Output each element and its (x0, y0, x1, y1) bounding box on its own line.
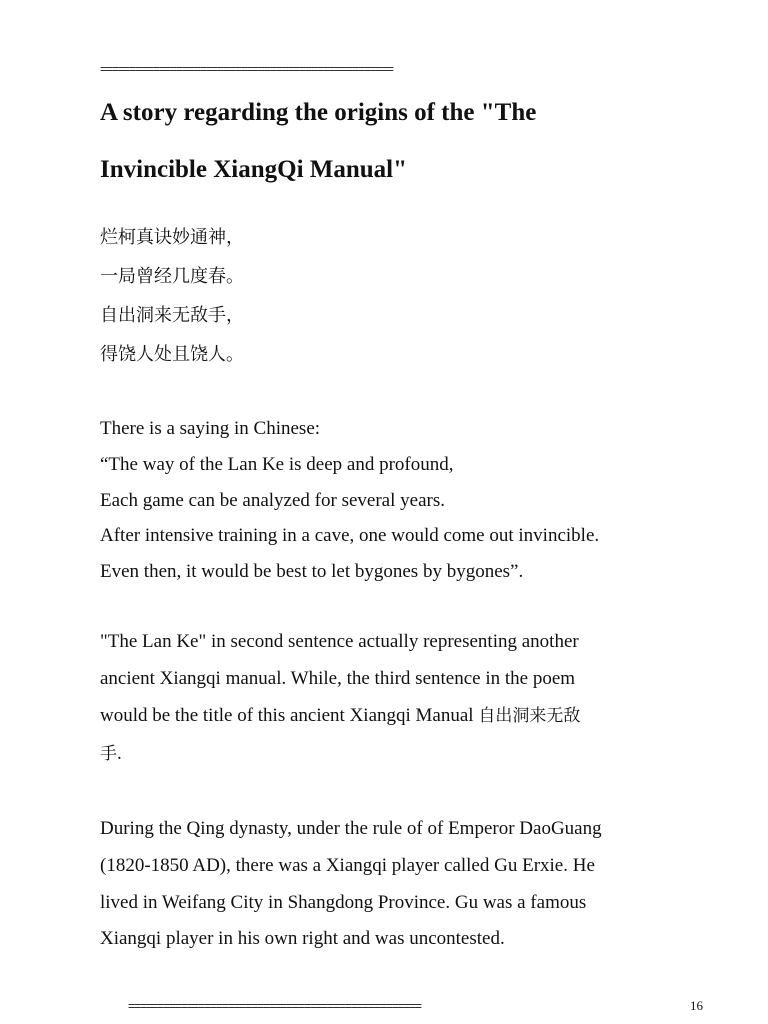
paragraph-line: Even then, it would be best to let bygones by bygones”. (100, 561, 524, 583)
page-title (100, 84, 700, 198)
manual-title-intro: would be the title of this ancient Xiangqi Manual (100, 705, 479, 726)
poem-line: 得饶人处且饶人。 (100, 344, 244, 365)
manual-chinese-title: 自出洞来无敌 (478, 706, 581, 726)
poem-line: 一局曾经几度春。 (100, 266, 244, 287)
header-rule: ================================================== (100, 62, 393, 76)
paragraph-line: lived in Weifang City in Shangdong Province. Gu was a famous (100, 891, 587, 913)
paragraph-line: During the Qing dynasty, under the rule of of Emperor DaoGuang (100, 818, 602, 839)
manual-chinese-title-end: 手 (100, 744, 117, 764)
title-line-2: Invincible XiangQi Manual" (100, 156, 407, 183)
explanation-paragraph (100, 623, 700, 773)
chinese-poem (100, 218, 244, 374)
page-footer (128, 998, 728, 1014)
paragraph-line: ancient Xiangqi manual. While, the third sentence in the poem (100, 668, 576, 689)
paragraph-line: “The way of the Lan Ke is deep and profound, (100, 453, 454, 475)
paragraph-line (100, 735, 700, 773)
sentence-period: . (117, 743, 122, 764)
history-paragraph (100, 811, 700, 958)
paragraph-line: Each game can be analyzed for several years. (100, 489, 445, 511)
footer-rule: ================================================== (128, 999, 421, 1014)
translation-paragraph (100, 411, 700, 590)
paragraph-line: After intensive training in a cave, one would come out invincible. (100, 525, 600, 547)
poem-line: 自出洞来无敌手， (100, 305, 244, 326)
paragraph-line (100, 697, 700, 735)
paragraph-line: (1820-1850 AD), there was a Xiangqi player called Gu Erxie. He (100, 854, 595, 876)
poem-line: 烂柯真诀妙通神， (100, 227, 244, 248)
page-number: 16 (690, 998, 703, 1014)
paragraph-line: There is a saying in Chinese: (100, 418, 321, 439)
paragraph-line: Xiangqi player in his own right and was uncontested. (100, 928, 505, 950)
paragraph-line: "The Lan Ke" in second sentence actually representing another (100, 631, 579, 652)
title-line-1: A story regarding the origins of the "The (100, 99, 537, 126)
